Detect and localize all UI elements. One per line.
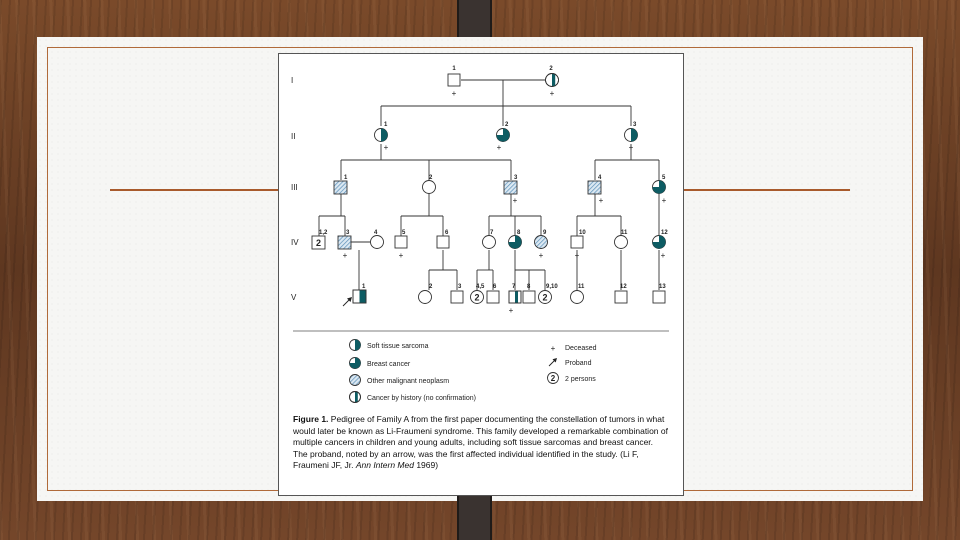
legend bbox=[350, 340, 597, 403]
legend-history bbox=[350, 392, 476, 403]
person-II-3 bbox=[625, 129, 638, 142]
label-IV-7: 7 bbox=[490, 230, 494, 236]
figure-caption-journal: Ann Intern Med bbox=[355, 460, 414, 471]
label-IV-3: 3 bbox=[346, 230, 350, 236]
person-V-2 bbox=[419, 291, 432, 304]
deceased-II-1: + bbox=[383, 143, 389, 152]
gen-label-V: V bbox=[291, 293, 297, 302]
person-III-5 bbox=[653, 181, 666, 194]
person-I-1 bbox=[448, 74, 460, 86]
title-rule-left bbox=[110, 189, 280, 191]
label-IV-5: 5 bbox=[402, 230, 406, 236]
label-V-12: 12 bbox=[620, 284, 627, 290]
figure-caption-year: 1969) bbox=[413, 460, 439, 471]
label-II-1: 1 bbox=[384, 122, 388, 128]
label-III-2: 2 bbox=[429, 175, 433, 181]
person-V-13 bbox=[653, 291, 665, 303]
legend-proband-label: Proband bbox=[565, 360, 592, 367]
label-IV-11: 11 bbox=[621, 230, 628, 236]
legend-breast-label: Breast cancer bbox=[367, 361, 411, 368]
label-V-9-10: 9,10 bbox=[546, 284, 558, 290]
figure-caption-text: Pedigree of Family A from the first paper documenting the constellation of tumors in what would later be known as Li-Fraumeni syndrome. This family developed a remarkable combination of multiple cancers in children and young adults, including soft tissue sarcomas and breast cancer. The proband, noted by an arrow, was the first affected individual identified in the study. (Li F, Fraumeni JF, Jr. bbox=[293, 414, 668, 471]
label-III-1: 1 bbox=[344, 175, 348, 181]
label-V-1: 1 bbox=[362, 284, 366, 290]
figure-caption-label: Figure 1. bbox=[293, 414, 329, 424]
person-III-4 bbox=[588, 181, 601, 194]
person-V-6 bbox=[487, 291, 499, 303]
deceased-V-7: + bbox=[508, 306, 514, 315]
deceased-II-3: + bbox=[628, 143, 634, 152]
person-III-1 bbox=[334, 181, 347, 194]
gen-label-IV: IV bbox=[291, 238, 299, 247]
gen-label-II: II bbox=[291, 132, 296, 141]
label-III-4: 4 bbox=[598, 175, 602, 181]
label-IV-10: 10 bbox=[579, 230, 586, 236]
label-I-2: 2 bbox=[549, 66, 553, 72]
deceased-II-2: + bbox=[496, 143, 502, 152]
label-V-4-5: 4,5 bbox=[476, 284, 485, 290]
person-III-3 bbox=[504, 181, 517, 194]
legend-history-label: Cancer by history (no confirmation) bbox=[367, 395, 476, 402]
person-V-1-proband bbox=[353, 290, 366, 303]
person-V-12 bbox=[615, 291, 627, 303]
legend-deceased-symbol: + bbox=[550, 344, 556, 353]
person-V-4-5 bbox=[471, 291, 484, 304]
label-IV-6: 6 bbox=[445, 230, 449, 236]
person-IV-8 bbox=[509, 236, 522, 249]
gen-label-I: I bbox=[291, 76, 294, 85]
person-V-9-10 bbox=[539, 291, 552, 304]
pedigree-figure bbox=[278, 53, 684, 496]
legend-proband bbox=[549, 358, 592, 367]
person-IV-4 bbox=[371, 236, 384, 249]
label-III-5: 5 bbox=[662, 175, 666, 181]
legend-two-persons bbox=[548, 373, 597, 384]
svg-text:2: 2 bbox=[315, 238, 322, 248]
person-II-2 bbox=[497, 129, 510, 142]
person-IV-12 bbox=[653, 236, 666, 249]
label-IV-1-2: 1,2 bbox=[319, 230, 328, 236]
pedigree-lines bbox=[319, 80, 659, 290]
person-IV-9 bbox=[535, 236, 548, 249]
legend-soft-tissue-label: Soft tissue sarcoma bbox=[367, 343, 429, 350]
deceased-I-2: + bbox=[549, 89, 555, 98]
figure-caption bbox=[293, 414, 669, 472]
person-V-7 bbox=[509, 291, 521, 303]
svg-text:2: 2 bbox=[542, 292, 548, 303]
label-II-2: 2 bbox=[505, 122, 509, 128]
label-V-13: 13 bbox=[659, 284, 666, 290]
label-V-2: 2 bbox=[429, 284, 433, 290]
label-V-7: 7 bbox=[512, 284, 516, 290]
deceased-IV-3: + bbox=[342, 251, 348, 260]
legend-other bbox=[350, 375, 450, 386]
label-IV-12: 12 bbox=[661, 230, 668, 236]
svg-text:2: 2 bbox=[474, 292, 480, 303]
deceased-IV-9: + bbox=[538, 251, 544, 260]
legend-breast bbox=[350, 358, 411, 369]
legend-two-persons-label: 2 persons bbox=[565, 376, 596, 383]
person-IV-7 bbox=[483, 236, 496, 249]
person-IV-5 bbox=[395, 236, 407, 248]
label-V-3: 3 bbox=[458, 284, 462, 290]
title-rule-right bbox=[680, 189, 850, 191]
person-I-2 bbox=[546, 74, 559, 87]
deceased-IV-5: + bbox=[398, 251, 404, 260]
label-III-3: 3 bbox=[514, 175, 518, 181]
label-IV-9: 9 bbox=[543, 230, 547, 236]
label-IV-8: 8 bbox=[517, 230, 521, 236]
person-V-11 bbox=[571, 291, 584, 304]
legend-two-symbol: 2 bbox=[550, 374, 556, 383]
deceased-I-1: + bbox=[451, 89, 457, 98]
gen-label-III: III bbox=[291, 183, 298, 192]
person-V-8 bbox=[523, 291, 535, 303]
person-IV-1-2 bbox=[312, 236, 325, 249]
person-III-2 bbox=[423, 181, 436, 194]
legend-deceased-label: Deceased bbox=[565, 345, 597, 352]
deceased-III-3: + bbox=[512, 196, 518, 205]
deceased-IV-10: + bbox=[574, 251, 580, 260]
legend-deceased bbox=[551, 344, 597, 353]
person-II-1 bbox=[375, 129, 388, 142]
legend-other-label: Other malignant neoplasm bbox=[367, 378, 450, 385]
deceased-III-4: + bbox=[598, 196, 604, 205]
deceased-III-5: + bbox=[661, 196, 667, 205]
label-V-11: 11 bbox=[578, 284, 585, 290]
person-IV-6 bbox=[437, 236, 449, 248]
person-IV-11 bbox=[615, 236, 628, 249]
proband-arrow-icon bbox=[343, 297, 352, 306]
person-V-3 bbox=[451, 291, 463, 303]
label-V-8: 8 bbox=[527, 284, 531, 290]
label-V-6: 6 bbox=[493, 284, 497, 290]
legend-soft-tissue bbox=[350, 340, 429, 351]
person-IV-3 bbox=[338, 236, 351, 249]
person-IV-10 bbox=[571, 236, 583, 248]
label-IV-4: 4 bbox=[374, 230, 378, 236]
label-II-3: 3 bbox=[633, 122, 637, 128]
deceased-IV-12: + bbox=[660, 251, 666, 260]
label-I-1: 1 bbox=[452, 66, 456, 72]
